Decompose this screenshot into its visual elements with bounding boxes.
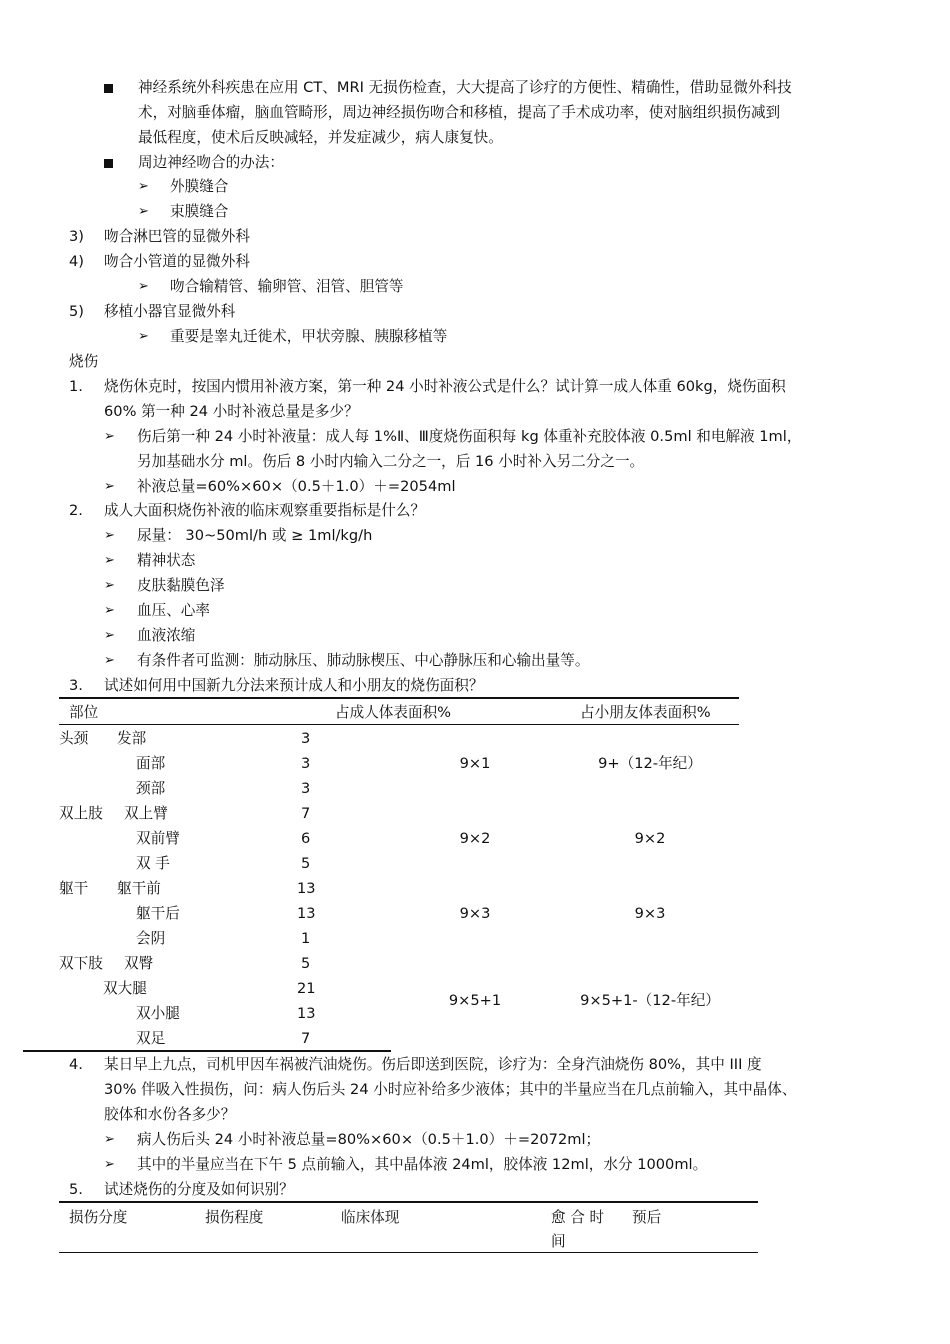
table-cell-value: 3 xyxy=(301,755,311,772)
table-cell-part: 躯干后 xyxy=(136,905,180,922)
table-cell-value: 7 xyxy=(301,805,311,822)
table-cell-adult-group: 9×3 xyxy=(459,905,491,922)
table-cell-adult-group: 9×5+1 xyxy=(448,992,502,1009)
table-cell-part: 双上臂 xyxy=(124,805,168,822)
arrow-bullet-icon: ➢ xyxy=(138,204,149,219)
question-text: 试述烧伤的分度及如何识别？ xyxy=(104,1181,294,1198)
table-cell-child-group: 9×2 xyxy=(634,830,666,847)
table-header-healing: 愈 合 时 xyxy=(551,1209,605,1226)
question-text: 30% 伴吸入性损伤，问：病人伤后头 24 小时应补给多少液体；其中的半量应当在几点前输入，其中晶体、 xyxy=(104,1081,797,1098)
sub-bullet-text: 外膜缝合 xyxy=(170,178,229,195)
question-number: 2. xyxy=(69,502,83,519)
table-cell-value: 7 xyxy=(301,1030,311,1047)
indicator-item: 尿量： 30~50ml/h 或 ≥ 1ml/kg/h xyxy=(137,527,373,544)
table-cell-part: 面部 xyxy=(136,755,166,772)
answer-text: 补液总量=60%×60×（0.5＋1.0）＋=2054ml xyxy=(137,478,456,495)
square-bullet-icon xyxy=(104,159,113,168)
question-text: 60% 第一种 24 小时补液总量是多少？ xyxy=(104,403,359,420)
sub-bullet-text: 吻合输精管、输卵管、泪管、胆管等 xyxy=(170,278,404,295)
table-cell-part: 会阴 xyxy=(136,930,166,947)
table-header-clinical: 临床体现 xyxy=(341,1209,400,1226)
arrow-bullet-icon: ➢ xyxy=(104,1157,115,1172)
paragraph-line: 术，对脑垂体瘤，脑血管畸形，周边神经损伤吻合和移植，提高了手术成功率，使对脑组织损伤减到 xyxy=(138,104,781,121)
table-bottom-rule xyxy=(23,1050,391,1052)
table-cell-region: 头颈 xyxy=(59,730,89,747)
arrow-bullet-icon: ➢ xyxy=(138,279,149,294)
arrow-bullet-icon: ➢ xyxy=(138,329,149,344)
paragraph-line: 神经系统外科疾患在应用 CT、MRI 无损伤检查，大大提高了诊疗的方便性、精确性，借助显微外科技 xyxy=(138,79,792,96)
list-item-text: 吻合淋巴管的显微外科 xyxy=(104,228,250,245)
question-number: 3. xyxy=(69,677,83,694)
table-cell-value: 5 xyxy=(301,955,311,972)
answer-text: 其中的半量应当在下午 5 点前输入，其中晶体液 24ml，胶体液 12ml，水分 1000ml。 xyxy=(137,1156,708,1173)
arrow-bullet-icon: ➢ xyxy=(104,1132,115,1147)
answer-text: 另加基础水分 ml。伤后 8 小时内输入二分之一，后 16 小时补入另二分之一。 xyxy=(137,453,645,470)
list-number: 5) xyxy=(69,303,84,320)
indicator-item: 血液浓缩 xyxy=(137,627,196,644)
table-cell-part: 躯干前 xyxy=(117,880,161,897)
question-text: 烧伤休克时，按国内惯用补液方案，第一种 24 小时补液公式是什么？试计算一成人体重 60kg，烧伤面积 xyxy=(104,378,786,395)
question-number: 5. xyxy=(69,1181,83,1198)
table-cell-adult-group: 9×2 xyxy=(459,830,491,847)
table-cell-part: 双 手 xyxy=(136,855,170,872)
table-cell-region: 双下肢 xyxy=(59,955,103,972)
table-cell-child-group: 9+（12-年纪） xyxy=(598,755,702,772)
table-header-rule xyxy=(59,1252,758,1253)
list-item-text: 吻合小管道的显微外科 xyxy=(104,253,250,270)
table-cell-region: 躯干 xyxy=(59,880,89,897)
paragraph-line: 最低程度，使术后反映减轻，并发症减少，病人康复快。 xyxy=(138,129,503,146)
indicator-item: 精神状态 xyxy=(137,552,196,569)
table-cell-child-group: 9×5+1-（12-年纪） xyxy=(580,992,720,1009)
table-cell-part: 双足 xyxy=(136,1030,166,1047)
table-cell-part: 颈部 xyxy=(136,780,166,797)
sub-bullet-text: 束膜缝合 xyxy=(170,203,229,220)
arrow-bullet-icon: ➢ xyxy=(138,179,149,194)
table-cell-value: 13 xyxy=(297,1005,316,1022)
arrow-bullet-icon: ➢ xyxy=(104,479,115,494)
list-number: 3) xyxy=(69,228,84,245)
table-cell-part: 双前臂 xyxy=(136,830,180,847)
table-header-child: 占小朋友体表面积% xyxy=(580,704,711,721)
table-header-rule xyxy=(59,724,739,725)
square-bullet-icon xyxy=(104,84,113,93)
question-text: 某日早上九点，司机甲因车祸被汽油烧伤。伤后即送到医院，诊疗为：全身汽油烧伤 80%，其中 III 度 xyxy=(104,1056,762,1073)
table-cell-value: 6 xyxy=(301,830,311,847)
arrow-bullet-icon: ➢ xyxy=(104,429,115,444)
indicator-item: 血压、心率 xyxy=(137,602,210,619)
table-header-healing-cont: 间 xyxy=(551,1233,566,1250)
table-cell-value: 3 xyxy=(301,730,311,747)
question-text: 试述如何用中国新九分法来预计成人和小朋友的烧伤面积？ xyxy=(104,677,484,694)
table-cell-child-group: 9×3 xyxy=(634,905,666,922)
answer-text: 病人伤后头 24 小时补液总量=80%×60×（0.5＋1.0）＋=2072ml； xyxy=(137,1131,601,1148)
table-header-region: 部位 xyxy=(69,704,99,721)
table-header-severity: 损伤程度 xyxy=(205,1209,264,1226)
sub-bullet-text: 重要是睾丸迁徙术，甲状旁腺、胰腺移植等 xyxy=(170,328,448,345)
section-title: 烧伤 xyxy=(69,353,99,370)
arrow-bullet-icon: ➢ xyxy=(104,528,115,543)
table-cell-adult-group: 9×1 xyxy=(459,755,491,772)
arrow-bullet-icon: ➢ xyxy=(104,553,115,568)
table-cell-value: 21 xyxy=(297,980,316,997)
table-cell-part: 发部 xyxy=(117,730,147,747)
table-cell-part: 双大腿 xyxy=(103,980,147,997)
list-item-text: 移植小器官显微外科 xyxy=(104,303,236,320)
table-header-adult: 占成人体表面积% xyxy=(335,704,452,721)
bullet-text: 周边神经吻合的办法： xyxy=(138,154,284,171)
table-cell-value: 13 xyxy=(297,880,316,897)
arrow-bullet-icon: ➢ xyxy=(104,653,115,668)
table-header-degree: 损伤分度 xyxy=(69,1209,128,1226)
indicator-item: 有条件者可监测：肺动脉压、肺动脉楔压、中心静脉压和心输出量等。 xyxy=(137,652,590,669)
question-text: 成人大面积烧伤补液的临床观察重要指标是什么？ xyxy=(104,502,426,519)
table-cell-value: 3 xyxy=(301,780,311,797)
table-cell-value: 1 xyxy=(301,930,311,947)
question-text: 胶体和水份各多少？ xyxy=(104,1106,236,1123)
question-number: 4. xyxy=(69,1056,83,1073)
table-cell-value: 13 xyxy=(297,905,316,922)
table-header-prognosis: 预后 xyxy=(632,1209,662,1226)
question-number: 1. xyxy=(69,378,83,395)
indicator-item: 皮肤黏膜色泽 xyxy=(137,577,225,594)
table-cell-part: 双臀 xyxy=(124,955,154,972)
answer-text: 伤后第一种 24 小时补液量：成人每 1%Ⅱ、Ⅲ度烧伤面积每 kg 体重补充胶体液 0.5ml 和电解液 1ml， xyxy=(137,428,802,445)
list-number: 4) xyxy=(69,253,84,270)
arrow-bullet-icon: ➢ xyxy=(104,628,115,643)
table-cell-region: 双上肢 xyxy=(59,805,103,822)
table-cell-part: 双小腿 xyxy=(136,1005,180,1022)
arrow-bullet-icon: ➢ xyxy=(104,603,115,618)
table-top-rule xyxy=(59,697,739,699)
table-top-rule xyxy=(59,1201,758,1203)
table-cell-value: 5 xyxy=(301,855,311,872)
arrow-bullet-icon: ➢ xyxy=(104,578,115,593)
